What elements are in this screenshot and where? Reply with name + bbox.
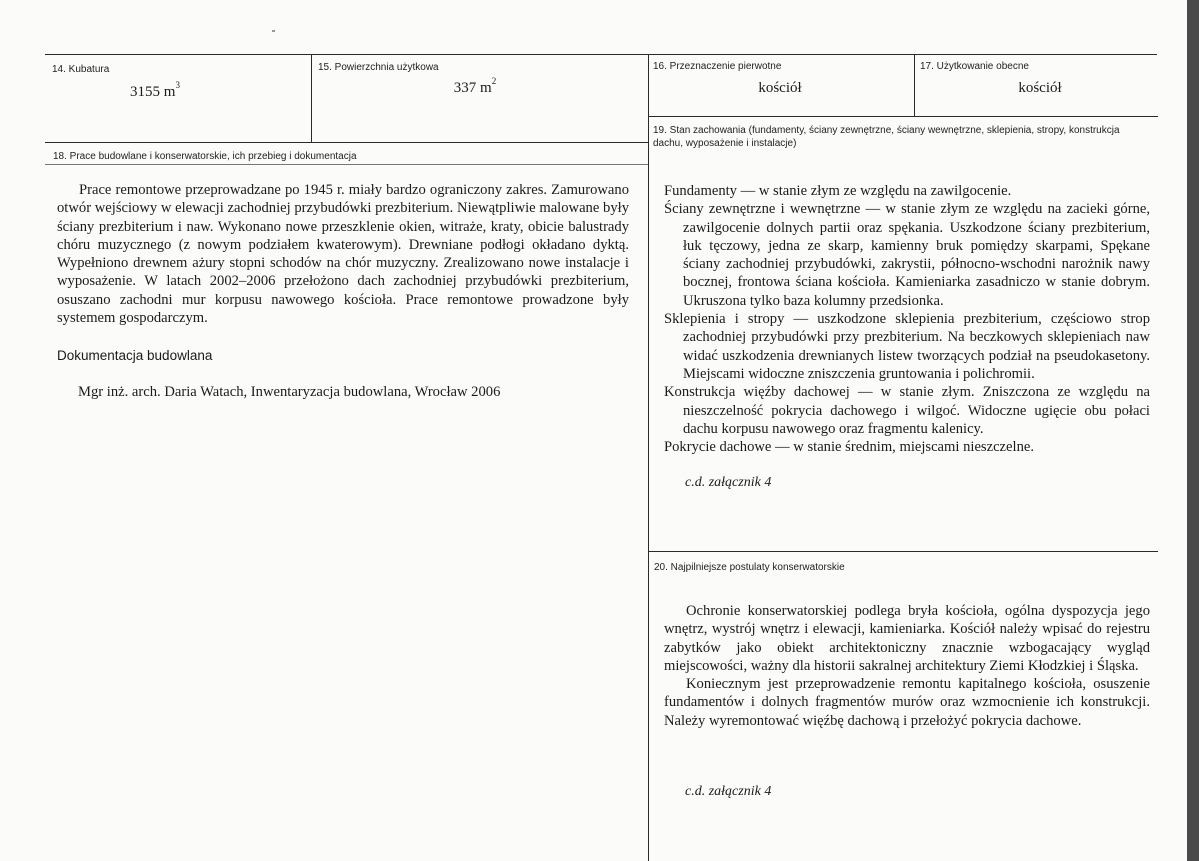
field14-value: 3155 $m^3$	[130, 80, 180, 100]
field19-note: c.d. załącznik 4	[685, 475, 772, 490]
col-divider-14-15	[311, 54, 312, 142]
field19-20-divider	[648, 551, 1158, 552]
field15-label: 15. Powierzchnia użytkowa	[318, 62, 439, 73]
col-divider-main	[648, 54, 649, 861]
field17-value: kościół	[1018, 80, 1062, 96]
field15-value: 337 $m^2$	[453, 76, 497, 96]
scan-edge	[1187, 0, 1199, 861]
field17-label: 17. Użytkowanie obecne	[920, 61, 1029, 72]
field19-item: Fundamenty — w stanie złym ze względu na zawilgocenie.	[664, 183, 1012, 199]
field19-item: Sklepienia i stropy — uszkodzone sklepienia prezbiterium, częściowo strop zachodniej przybudówki przy prezbiterium. Na beczkowych sklepieniach naw widać uszkodzenia drewnianych listew tworzących podział na pseudokasetony. Miejscami widoczne zniszczenia gruntowania i polichromii.	[664, 311, 1150, 382]
row-divider-left	[45, 142, 648, 143]
field18-paragraph	[57, 181, 629, 327]
col-divider-16-17	[914, 54, 915, 116]
field19-item: Konstrukcja więźby dachowej — w stanie złym. Zniszczona ze względu na nieszczelność pokrycia dachowego i wilgoć. Widoczne ugięcie obu połaci dachu korpusu nawowego oraz fragmentu kalenicy.	[664, 384, 1150, 437]
field18-label-underline	[45, 164, 648, 165]
field20-label: 20. Najpilniejsze postulaty konserwatorskie	[654, 562, 845, 573]
top-border	[45, 54, 1157, 55]
field19-item: Ściany zewnętrzne i wewnętrzne — w stanie złym ze względu na zacieki górne, zawilgocenie dolnych partii oraz spękania. Uszkodzone ściany prezbiterium, łuk tęczowy, jedna ze skarp, kamienny bruk pomiędzy skarpami, Spękane ściany zachodniej przybudówki, zakrystii, północno-wschodni narożnik nawy bocznej, frontowa ściana kościoła. Kamieniarka zasadniczo w stanie dobrym. Ukruszona tylko baza kolumny przedsionka.	[664, 201, 1150, 309]
field14-label: 14. Kubatura	[52, 64, 110, 75]
field19-label: 19. Stan zachowania (fundamenty, ściany zewnętrzne, ściany wewnętrzne, sklepienia, stropy, konstrukcja dachu, wyposażenie i instalacje)	[653, 125, 1120, 149]
field18-doc-heading: Dokumentacja budowlana	[57, 348, 213, 363]
field20-text	[664, 602, 1150, 730]
field20-paragraph: Koniecznym jest przeprowadzenie remontu kapitalnego kościoła, osuszenie fundamentów i dolnych fragmentów murów oraz wzmocnienie ich konstrukcji. Należy wyremontować więźbę dachową i przełożyć pokrycia dachowe.	[664, 676, 1150, 729]
field16-label: 16. Przeznaczenie pierwotne	[653, 61, 782, 72]
field18-text: Prace remontowe przeprowadzane po 1945 r. miały bardzo ograniczony zakres. Zamurowano otwór wejściowy w elewacji zachodniej przybudówki prezbiterium. Niewątpliwie malowane były ściany prezbiterium i naw. Wykonano nowe przeszklenie okien, witraże, kraty, obicie balustrady chóru muzycznego (z nowym podziałem kwaterowym). Drewniane podłogi okładano dyktą. Wypełniono drewnem ażury stopni schodów na chór muzyczny. Zrealizowano nowe instalacje i wyposażenie. W latach 2002–2006 przełożono dach zachodniej przybudówki prezbiterium, osuszano zachodni mur korpusu nawowego kościoła. Prace remontowe prowadzone były systemem gospodarczym.	[57, 182, 629, 327]
field18-label: 18. Prace budowlane i konserwatorskie, ich przebieg i dokumentacja	[53, 151, 357, 162]
field16-value: kościół	[758, 80, 802, 96]
field19-item: Pokrycie dachowe — w stanie średnim, miejscami nieszczelne.	[664, 439, 1034, 456]
row-divider-right	[648, 116, 1158, 117]
scan-speck	[272, 30, 275, 32]
field18-doc-entry: Mgr inż. arch. Daria Watach, Inwentaryzacja budowlana, Wrocław 2006	[78, 384, 501, 400]
field20-paragraph: Ochronie konserwatorskiej podlega bryła kościoła, ogólna dyspozycja jego wnętrz, wystrój wnętrz i elewacji, kamieniarka. Kościół należy wpisać do rejestru zabytków jako obiekt architektoniczny znacznie wzbogacający wygląd miejscowości, ważny dla historii sakralnej architektury Ziemi Kłodzkiej i Śląska.	[664, 603, 1150, 674]
field20-note: c.d. załącznik 4	[685, 784, 772, 799]
field19-list	[664, 182, 1150, 456]
